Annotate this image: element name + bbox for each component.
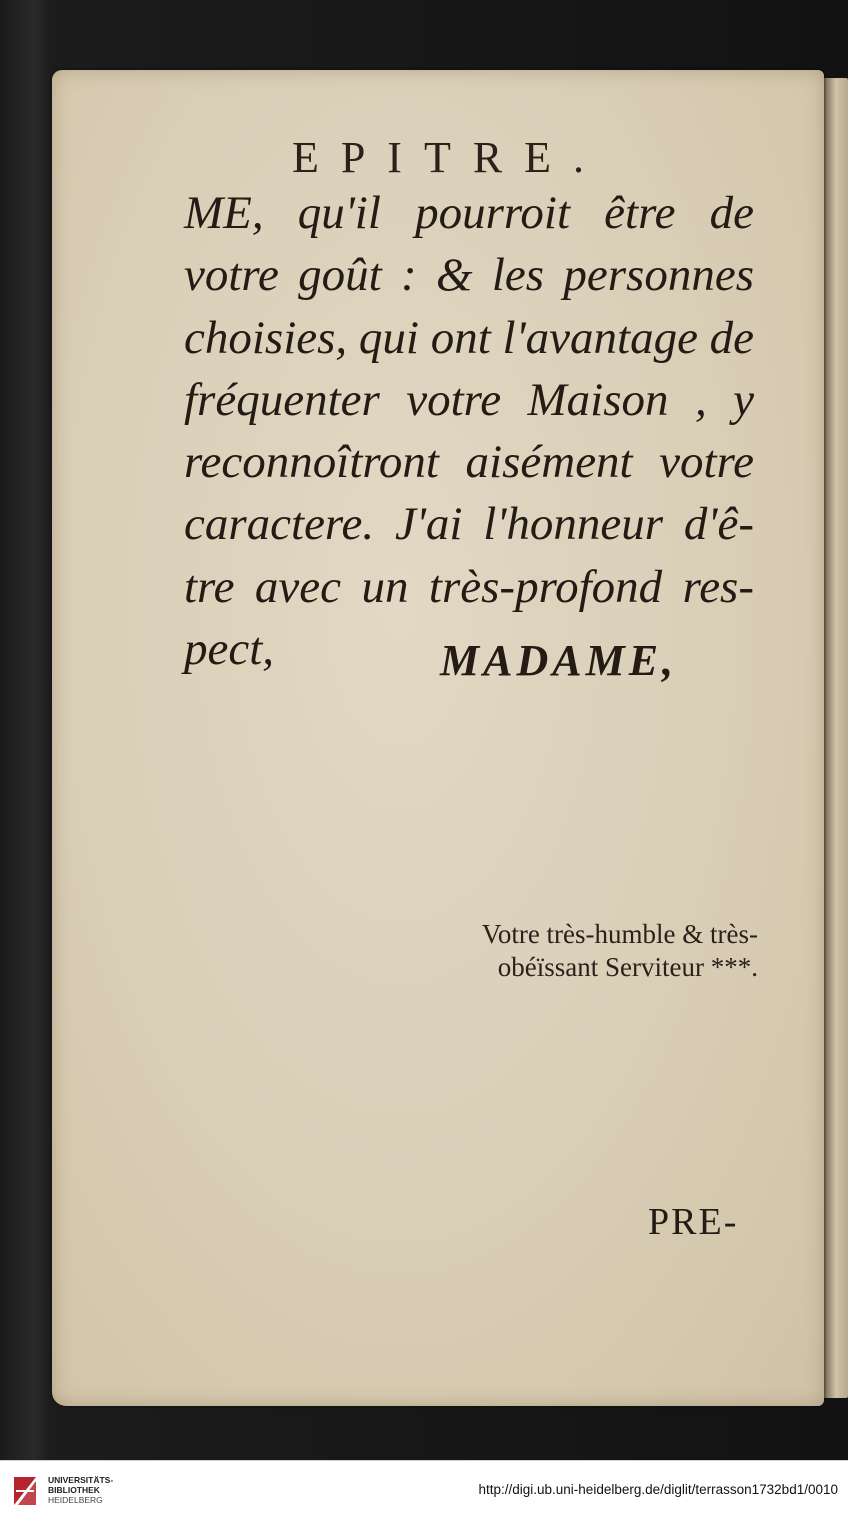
signature	[438, 918, 758, 984]
logo-text	[48, 1475, 113, 1505]
text-line: pect,	[184, 623, 275, 676]
text-line: reconnoîtront aisément votre	[184, 436, 754, 489]
university-library-logo-icon	[10, 1473, 40, 1509]
text-line: tre avec un très-profond res-	[184, 560, 754, 613]
permalink-link[interactable]: http://digi.ub.uni-heidelberg.de/diglit/terrasson1732bd1/0010	[478, 1482, 838, 1497]
text-line: fréquenter votre Maison , y	[184, 373, 754, 426]
viewer-footer	[0, 1460, 848, 1522]
text-line: caractere. J'ai l'honneur d'ê-	[184, 498, 754, 551]
book-page	[52, 70, 824, 1406]
permalink	[478, 1482, 838, 1497]
salutation: MADAME,	[440, 636, 678, 685]
logo-line: HEIDELBERG	[48, 1495, 103, 1505]
text-line: ME, qu'il pourroit être de	[184, 187, 754, 239]
logo-line: UNIVERSITÄTS-	[48, 1475, 114, 1485]
body-text	[184, 182, 754, 680]
text-line: choisies, qui ont l'avantage de	[184, 311, 755, 364]
text-line: votre goût : & les personnes	[184, 249, 754, 302]
logo-line: BIBLIOTHEK	[48, 1485, 100, 1495]
signature-line: Votre très-humble & très-	[481, 919, 758, 949]
catchword: PRE-	[648, 1201, 739, 1243]
signature-line: obéïssant Serviteur ***.	[497, 952, 758, 982]
running-head: EPITRE.	[291, 133, 607, 182]
